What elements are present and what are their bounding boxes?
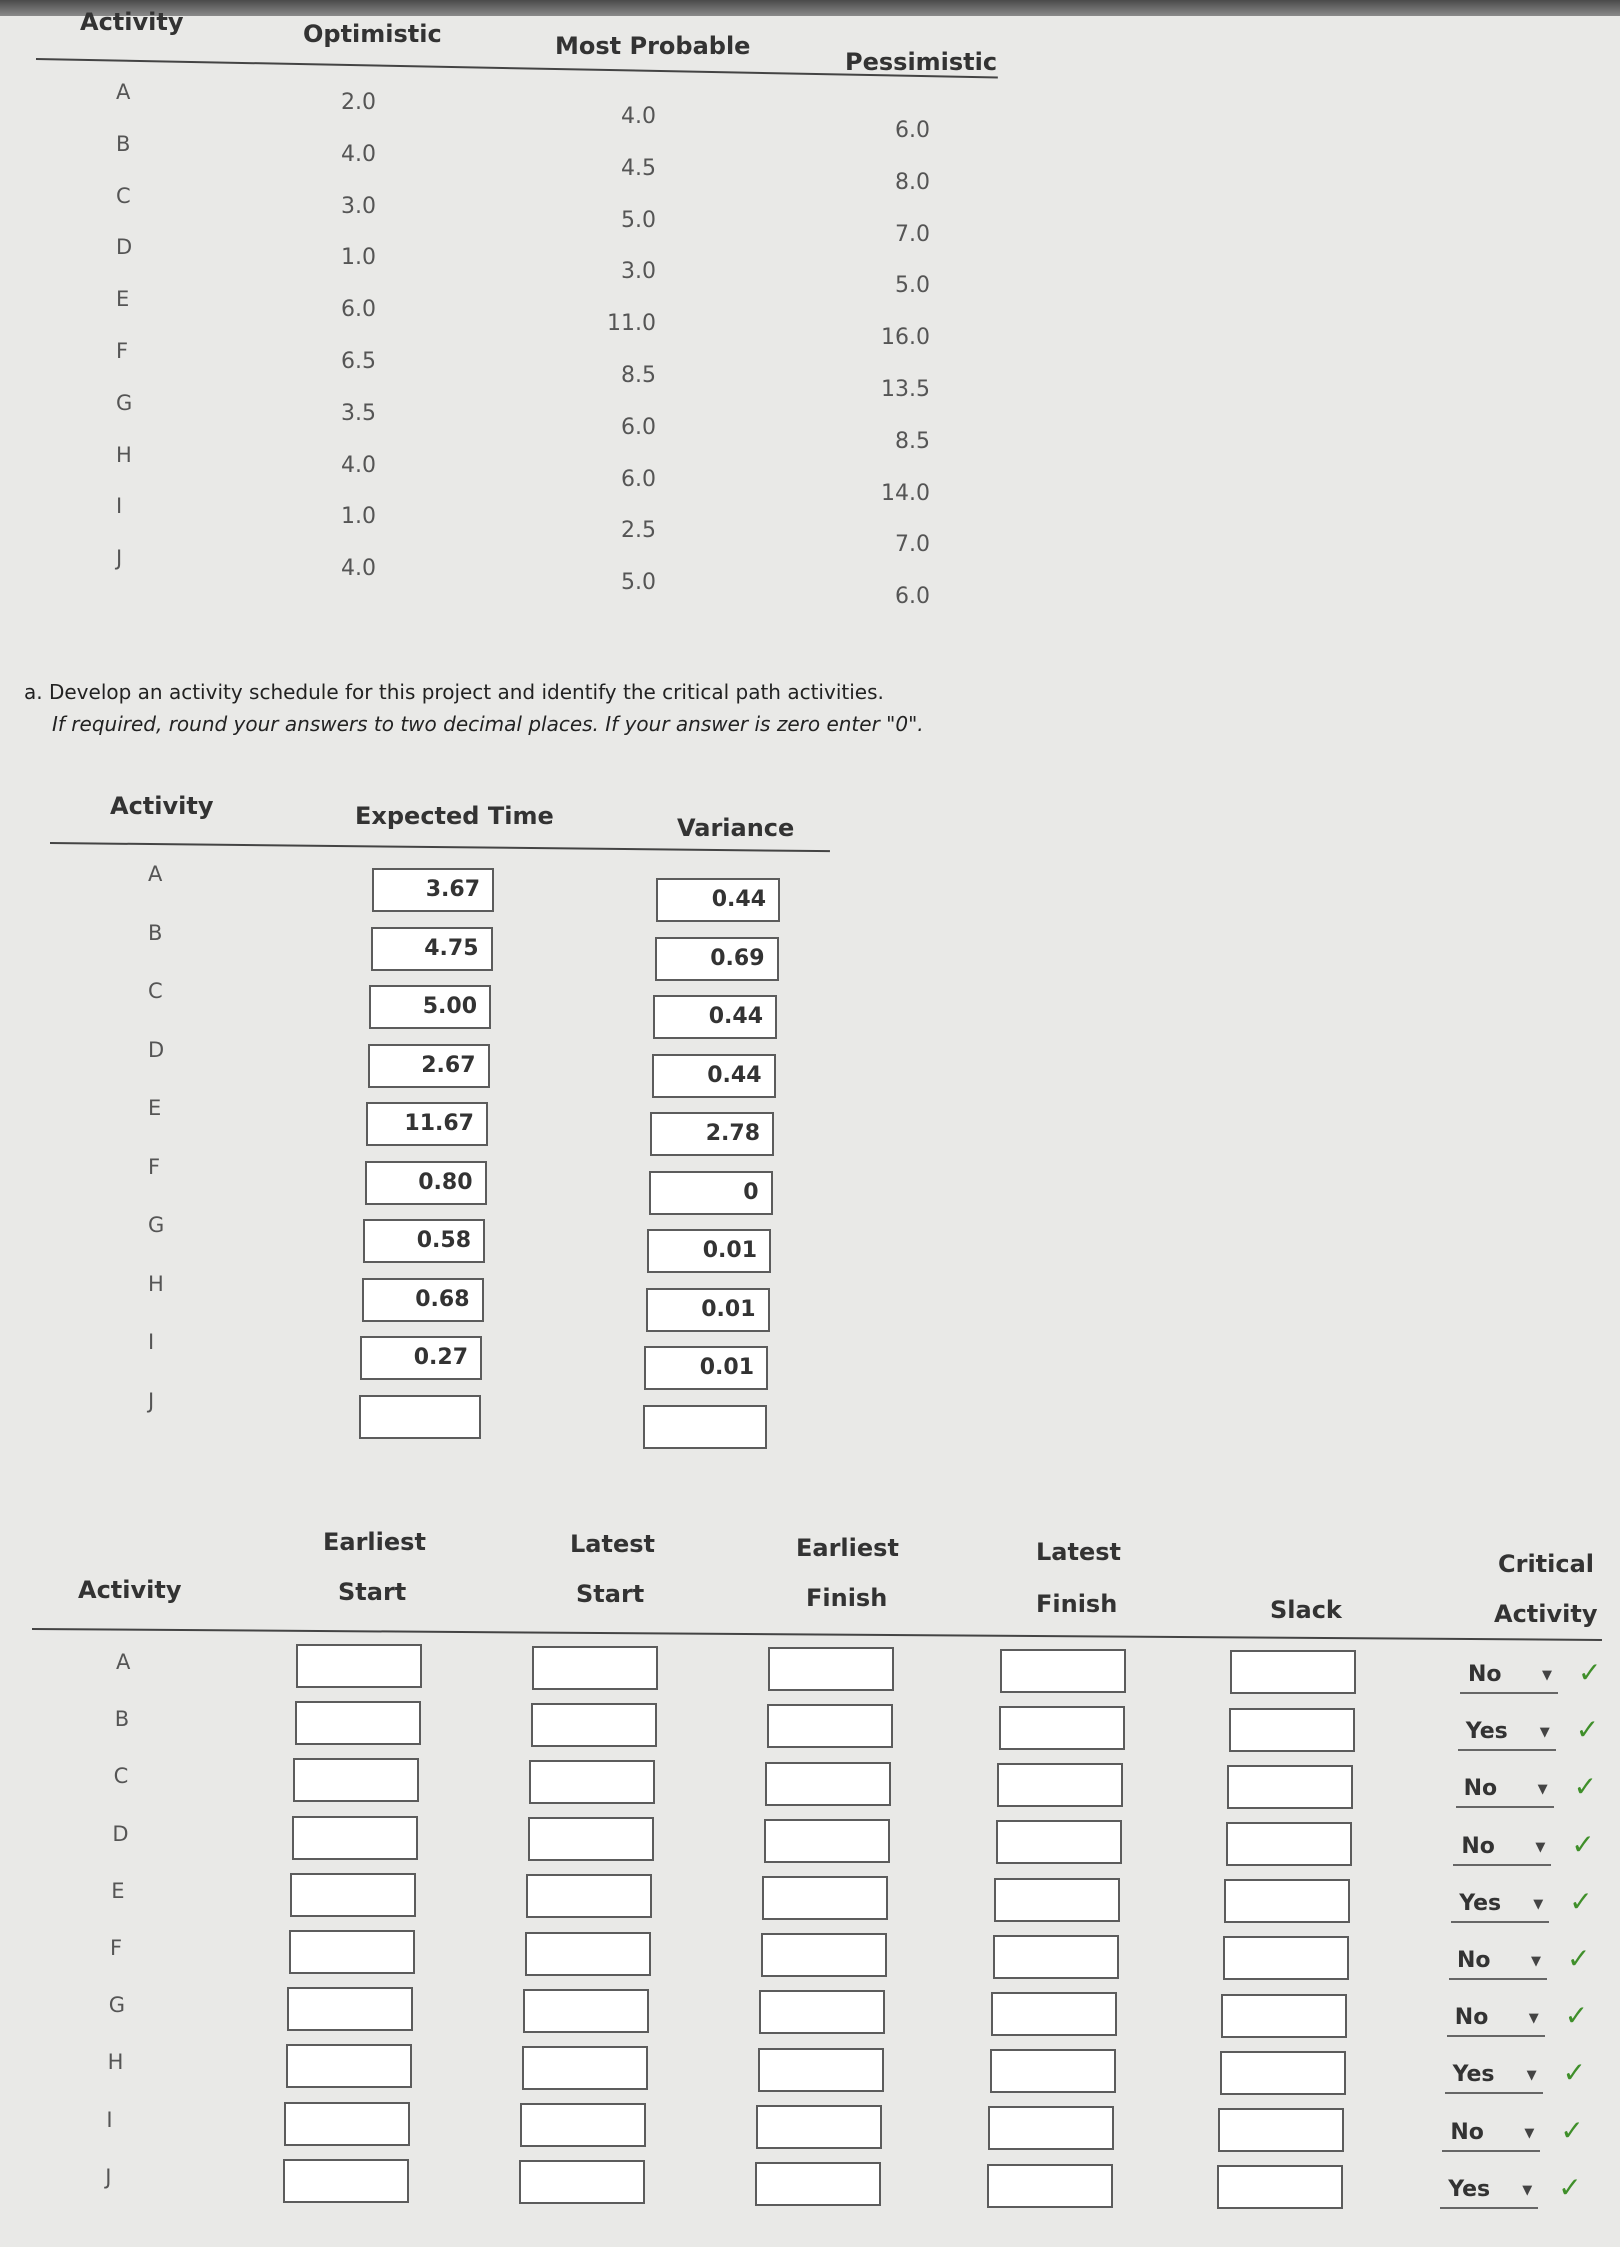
activity-label: E [148,1096,162,1120]
chevron-down-icon: ▼ [1539,1725,1550,1741]
variance-input[interactable] [643,1405,767,1449]
chevron-down-icon: ▼ [1528,2011,1539,2027]
slack-input[interactable] [1220,2051,1346,2095]
slack-input[interactable] [1230,1650,1356,1694]
critical-select-value: Yes [1448,2176,1491,2202]
activity-label: D [148,1037,165,1062]
critical-select-value: Yes [1452,2062,1495,2088]
variance-input[interactable]: 0.01 [644,1346,768,1390]
activity-label: J [105,2164,112,2189]
variance-input[interactable]: 0.44 [652,1054,776,1098]
latest-finish-input[interactable] [993,1935,1119,1979]
activity-label: B [148,920,163,945]
slack-input[interactable] [1223,1936,1349,1980]
earliest-finish-input[interactable] [761,1933,887,1977]
chevron-down-icon: ▼ [1526,2068,1537,2084]
activity-label: H [107,2050,124,2075]
latest-finish-input[interactable] [996,1820,1122,1864]
optimistic-value: 6.5 [341,349,376,374]
activity-label: I [116,494,123,519]
critical-select-value: No [1450,2119,1484,2145]
critical-activity-select[interactable] [1440,2176,1538,2209]
earliest-finish-input[interactable] [756,2105,882,2149]
most-probable-value: 3.0 [621,259,656,285]
expected-time-input[interactable] [359,1395,481,1439]
question-line-2: If required, round your answers to two decimal places. If your answer is zero enter "0". [52,712,924,736]
header-activity-2: Activity [110,792,214,820]
header-lf-top: Latest [1036,1538,1121,1566]
activity-label: C [116,183,131,208]
variance-input[interactable]: 0.01 [647,1229,771,1273]
latest-start-input[interactable] [529,1760,655,1804]
pessimistic-value: 6.0 [895,118,930,143]
chevron-down-icon: ▼ [1535,1839,1546,1855]
variance-input[interactable]: 0.69 [655,937,779,981]
header-ls-top: Latest [570,1530,655,1558]
slack-input[interactable] [1227,1765,1353,1809]
critical-activity-select[interactable] [1449,1950,1547,1980]
optimistic-value: 4.0 [341,141,376,167]
variance-input[interactable]: 0.44 [656,878,780,922]
latest-start-input[interactable] [519,2160,645,2204]
critical-activity-select[interactable] [1460,1664,1558,1694]
checkmark-icon: ✓ [1562,2056,1587,2090]
checkmark-icon: ✓ [1573,1770,1598,1804]
chevron-down-icon: ▼ [1531,1954,1541,1969]
expected-time-input[interactable]: 4.75 [371,927,493,971]
expected-time-input[interactable]: 0.80 [365,1161,487,1205]
expected-time-input[interactable]: 0.58 [363,1219,485,1263]
chevron-down-icon: ▼ [1542,1668,1552,1683]
checkmark-icon: ✓ [1578,1656,1602,1689]
activity-label: G [116,390,133,415]
activity-label: F [110,1936,123,1960]
slack-input[interactable] [1224,1879,1350,1923]
most-probable-value: 6.0 [621,466,656,492]
activity-label: C [148,979,163,1003]
critical-select-value: No [1457,1948,1491,1973]
header-ef-top: Earliest [796,1534,899,1562]
latest-start-input[interactable] [526,1874,652,1918]
header-critical-bottom: Activity [1494,1600,1598,1628]
critical-activity-select[interactable] [1453,1833,1551,1866]
optimistic-value: 3.0 [341,193,376,219]
activity-label: J [148,1388,155,1413]
optimistic-value: 6.0 [341,297,376,323]
checkmark-icon: ✓ [1575,1713,1600,1747]
earliest-start-input[interactable] [295,1701,421,1745]
activity-label: H [116,442,132,467]
latest-finish-input[interactable] [1000,1649,1126,1693]
most-probable-value: 4.0 [621,104,656,129]
slack-input[interactable] [1221,1994,1347,2038]
critical-select-value: Yes [1465,1719,1508,1745]
variance-input[interactable]: 2.78 [650,1112,774,1156]
earliest-finish-input[interactable] [759,1990,885,2034]
critical-activity-select[interactable] [1445,2064,1543,2094]
latest-finish-input[interactable] [988,2106,1114,2150]
activity-label: F [148,1154,161,1179]
activity-label: B [116,131,131,156]
earliest-start-input[interactable] [289,1930,415,1974]
checkmark-icon: ✓ [1571,1827,1595,1861]
header-most-probable: Most Probable [555,32,751,60]
question-line-1: a. Develop an activity schedule for this project and identify the critical path activities. [24,680,884,704]
pessimistic-value: 8.0 [895,169,930,195]
activity-label: G [148,1213,165,1237]
header-critical-top: Critical [1498,1550,1595,1578]
header-optimistic: Optimistic [303,20,442,48]
expected-time-input[interactable]: 3.67 [372,868,494,912]
chevron-down-icon: ▼ [1533,1896,1544,1912]
most-probable-value: 11.0 [607,311,656,337]
earliest-start-input[interactable] [284,2102,410,2146]
critical-select-value: No [1454,2005,1489,2031]
activity-label: D [116,235,133,260]
critical-activity-select[interactable] [1456,1778,1554,1808]
earliest-start-input[interactable] [290,1873,416,1917]
earliest-start-input[interactable] [292,1816,418,1860]
critical-select-value: No [1461,1833,1495,1859]
activity-label: G [108,1993,126,2018]
latest-start-input[interactable] [523,1989,649,2033]
chevron-down-icon: ▼ [1524,2125,1535,2141]
slack-input[interactable] [1217,2165,1343,2209]
latest-start-input[interactable] [520,2103,646,2147]
critical-activity-select[interactable] [1447,2007,1545,2037]
earliest-finish-input[interactable] [765,1762,891,1806]
checkmark-icon: ✓ [1569,1884,1593,1918]
latest-start-input[interactable] [531,1703,657,1747]
activity-label: C [113,1764,129,1789]
critical-activity-select[interactable] [1451,1890,1549,1923]
header-lf-bottom: Finish [1036,1590,1118,1618]
header-rule-3 [32,1628,1602,1641]
header-slack: Slack [1270,1596,1342,1624]
most-probable-value: 5.0 [621,207,656,233]
earliest-finish-input[interactable] [764,1819,890,1863]
activity-label: E [111,1878,125,1903]
most-probable-value: 4.5 [621,155,656,181]
variance-input[interactable]: 0.44 [653,995,777,1039]
chevron-down-icon: ▼ [1537,1782,1548,1798]
window-top-bar [0,0,1620,16]
earliest-start-input[interactable] [286,2044,412,2088]
activity-label: A [116,80,131,104]
critical-select-value: Yes [1459,1890,1502,1916]
header-activity-3: Activity [78,1576,182,1604]
question-text [24,676,924,740]
pessimistic-value: 14.0 [881,480,930,506]
slack-input[interactable] [1218,2108,1344,2152]
header-es-bottom: Start [338,1578,407,1606]
header-es-top: Earliest [323,1528,426,1556]
critical-activity-select[interactable] [1442,2119,1540,2152]
latest-finish-input[interactable] [987,2164,1113,2208]
latest-finish-input[interactable] [990,2049,1116,2093]
pessimistic-value: 6.0 [895,584,930,610]
pessimistic-value: 5.0 [895,273,930,299]
expected-time-input[interactable]: 0.68 [362,1278,484,1322]
latest-start-input[interactable] [522,2046,648,2090]
optimistic-value: 4.0 [341,556,376,582]
most-probable-value: 6.0 [621,414,656,440]
activity-label: A [116,1650,131,1674]
activity-label: D [112,1821,129,1846]
checkmark-icon: ✓ [1560,2113,1584,2147]
activity-label: A [148,862,163,886]
critical-select-value: No [1463,1776,1498,1802]
header-expected-time: Expected Time [355,802,554,830]
header-activity: Activity [80,8,184,36]
header-pessimistic: Pessimistic [845,48,998,76]
latest-start-input[interactable] [528,1817,654,1861]
latest-finish-input[interactable] [997,1763,1123,1807]
expected-time-input[interactable]: 2.67 [368,1044,490,1088]
earliest-start-input[interactable] [283,2159,409,2203]
activity-label: E [116,287,130,312]
pessimistic-value: 7.0 [895,221,930,247]
critical-select-value: No [1468,1662,1502,1687]
earliest-finish-input[interactable] [768,1647,894,1691]
header-ef-bottom: Finish [806,1584,888,1612]
pessimistic-value: 13.5 [881,377,930,402]
critical-activity-select[interactable] [1458,1721,1556,1751]
latest-finish-input[interactable] [999,1706,1125,1750]
header-rule-2 [50,842,830,852]
most-probable-value: 2.5 [621,518,656,544]
earliest-finish-input[interactable] [755,2162,881,2206]
most-probable-value: 8.5 [621,363,656,388]
activity-label: I [148,1330,155,1354]
earliest-finish-input[interactable] [758,2048,884,2092]
latest-start-input[interactable] [532,1646,658,1690]
activity-label: B [114,1707,130,1732]
expected-time-input[interactable]: 0.27 [360,1336,482,1380]
latest-start-input[interactable] [525,1932,651,1976]
variance-input[interactable]: 0.01 [646,1288,770,1332]
optimistic-value: 1.0 [341,504,376,530]
activity-label: I [106,2107,113,2132]
activity-label: H [148,1271,164,1296]
latest-finish-input[interactable] [994,1878,1120,1922]
checkmark-icon: ✓ [1567,1942,1591,1975]
pessimistic-value: 8.5 [895,428,930,454]
activity-label: F [116,339,129,363]
earliest-start-input[interactable] [293,1758,419,1802]
activity-label: J [116,546,123,571]
chevron-down-icon: ▼ [1522,2182,1533,2198]
pessimistic-value: 16.0 [881,325,930,351]
slack-input[interactable] [1226,1822,1352,1866]
variance-input[interactable]: 0 [649,1171,773,1215]
checkmark-icon: ✓ [1558,2170,1582,2204]
expected-time-input[interactable]: 5.00 [369,985,491,1029]
expected-time-input[interactable]: 11.67 [366,1102,488,1146]
most-probable-value: 5.0 [621,570,656,596]
header-ls-bottom: Start [576,1580,645,1608]
earliest-finish-input[interactable] [762,1876,888,1920]
checkmark-icon: ✓ [1564,1999,1589,2033]
earliest-finish-input[interactable] [767,1704,893,1748]
earliest-start-input[interactable] [287,1987,413,2031]
optimistic-value: 4.0 [341,452,376,478]
optimistic-value: 3.5 [341,400,376,426]
optimistic-value: 1.0 [341,245,376,271]
earliest-start-input[interactable] [296,1644,422,1688]
slack-input[interactable] [1229,1708,1355,1752]
header-variance: Variance [677,814,795,842]
latest-finish-input[interactable] [991,1992,1117,2036]
optimistic-value: 2.0 [341,90,376,115]
pessimistic-value: 7.0 [895,532,930,558]
